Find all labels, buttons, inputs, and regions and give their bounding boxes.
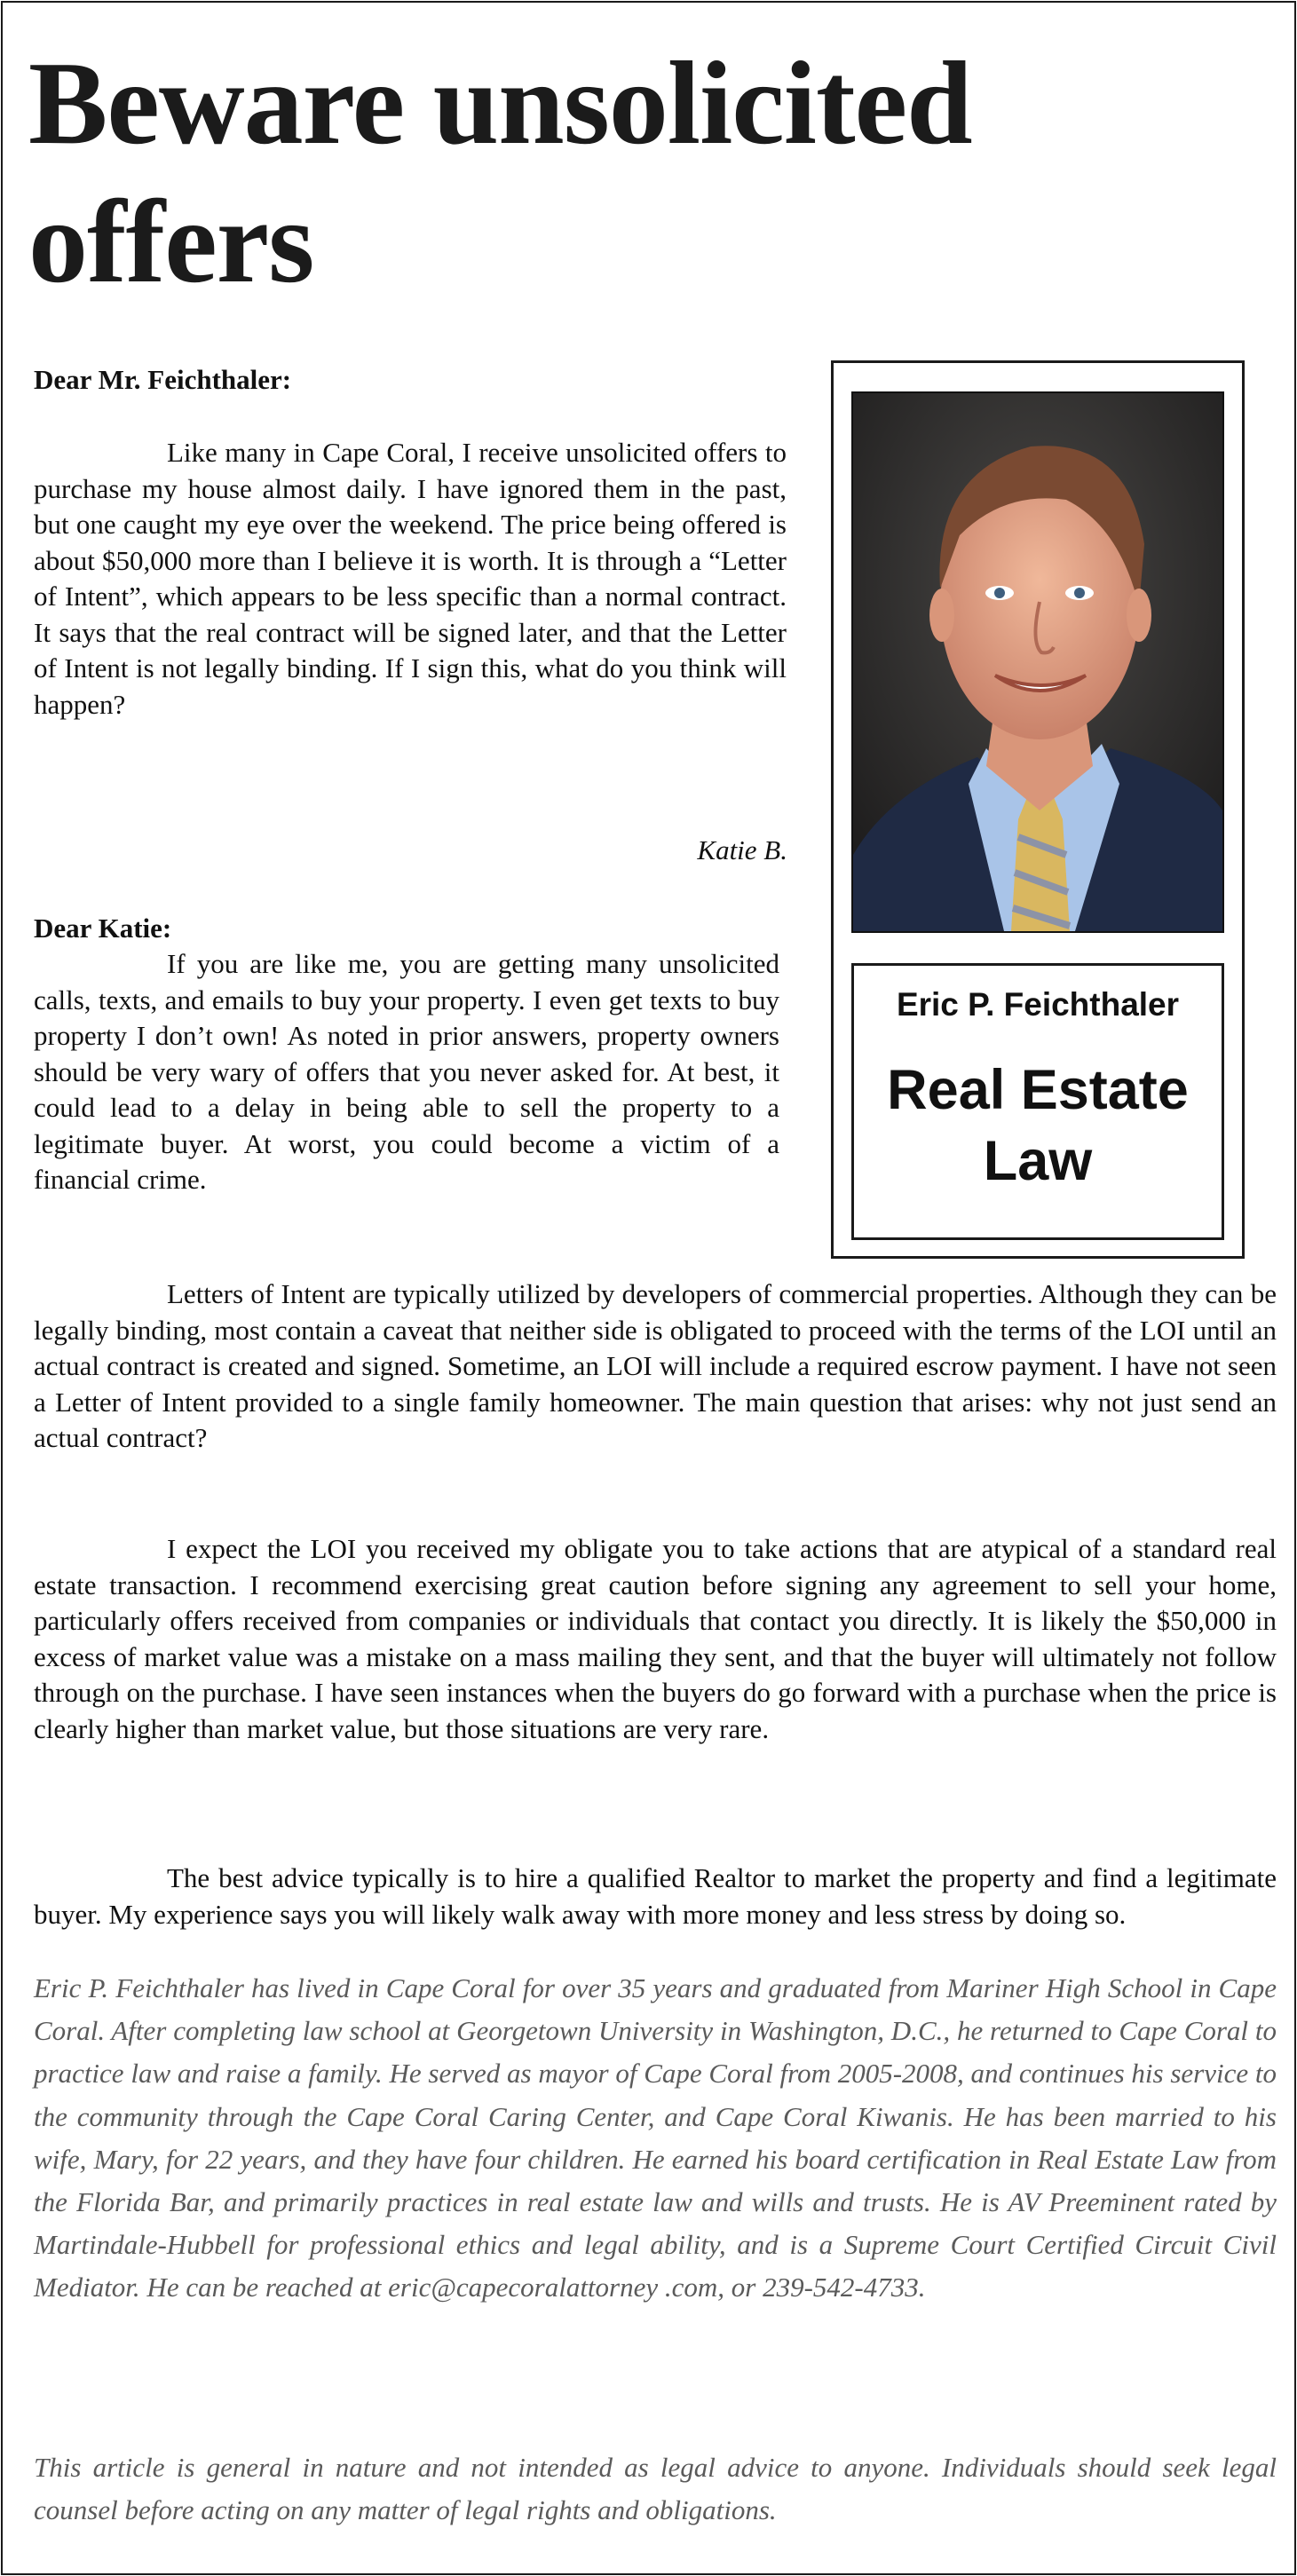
- reply-paragraph-1: If you are like me, you are getting many unsolicited calls, texts, and emails to buy your property. I even get texts to buy property I don’t own! As noted in prior answers, property owners should be very wary of offers that you never asked for. At best, it could lead to a delay in being able to sell the property to a legitimate buyer. At worst, you could become a victim of a financial crime.: [34, 948, 779, 1195]
- reply-salutation: Dear Katie:: [34, 913, 172, 944]
- portrait-illustration: [853, 393, 1222, 931]
- reply-paragraph-2: Letters of Intent are typically utilized by developers of commercial properties. Although they can be legally binding, most contain a caveat that neither side is obligated to proceed with the terms of the LOI until an actual contract is created and signed. Sometime, an LOI will include a required escrow payment. I have not seen a Letter of Intent provided to a single family homeowner. The main question that arises: why not just send an actual contract?: [34, 1278, 1277, 1453]
- column-title: Real Estate Law: [887, 1059, 1189, 1192]
- legal-disclaimer: This article is general in nature and not intended as legal advice to anyone. Individuals should seek legal counsel before acting on any matter of legal rights and obligations.: [34, 2452, 1277, 2526]
- letter-salutation: Dear Mr. Feichthaler:: [34, 364, 292, 395]
- columnist-photo: [851, 391, 1224, 933]
- columnist-name: Eric P. Feichthaler: [896, 986, 1180, 1023]
- letter-body: Like many in Cape Coral, I receive unsolicited offers to purchase my house almost daily. I have ignored them in the past, but one caught my eye over the weekend. The price being offered is about $50,000 more than I believe it is worth. It is through a “Letter of Intent”, which appears to be less specific than a normal contract. It says that the real contract will be signed later, and that the Letter of Intent is not legally binding. If I sign this, what do you think will happen?: [34, 437, 787, 720]
- columnist-sidebar: [831, 360, 1245, 1259]
- letter-signature: Katie B.: [697, 834, 787, 865]
- author-bio: Eric P. Feichthaler has lived in Cape Coral for over 35 years and graduated from Mariner High School in Cape Coral. After completing law school at Georgetown University in Washington, D.C., he returned to Cape Coral to practice law and raise a family. He served as mayor of Cape Coral from 2005-2008, and continues his service to the community through the Cape Coral Caring Center, and Cape Coral Kiwanis. He has been married to his wife, Mary, for 22 years, and they have four children. He earned his board certification in Real Estate Law from the Florida Bar, and primarily practices in real estate law and wills and trusts. He is AV Preeminent rated by Martindale-Hubbell for professional ethics and legal ability, and is a Supreme Court Certified Circuit Civil Mediator. He can be reached at eric@capecoralattorney .com, or 239-542-4733.: [34, 1972, 1277, 2303]
- reply-paragraph-3: I expect the LOI you received my obligate you to take actions that are atypical of a standard real estate transaction. I recommend exercising great caution before signing any agreement to sell your home, particularly offers received from companies or individuals that contact you directly. It is likely the $50,000 in excess of market value was a mistake on a mass mailing they sent, and that the buyer will ultimately not follow through on the purchase. I have seen instances when the buyers do go forward with a purchase when the price is clearly higher than market value, but those situations are very rare.: [34, 1533, 1277, 1744]
- columnist-caption: [851, 963, 1224, 1240]
- reply-paragraph-4: The best advice typically is to hire a qualified Realtor to market the property and find a legitimate buyer. My experience says you will likely walk away with more money and less stress by doing so.: [34, 1862, 1277, 1930]
- headline: Beware unsolicited offers: [28, 37, 972, 307]
